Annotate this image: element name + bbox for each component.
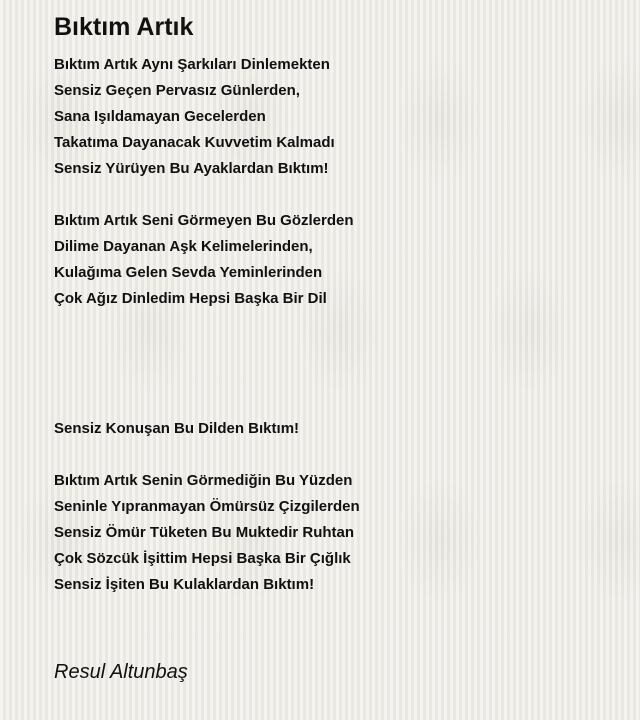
poem-line: Bıktım Artık Senin Görmediğin Bu Yüzden [54, 472, 353, 489]
stanza-break [54, 338, 614, 364]
stanza-break [54, 364, 614, 390]
poem-author: Resul Altunbaş [54, 661, 188, 683]
poem-title: Bıktım Artık [54, 13, 194, 41]
poem-line: Sensiz İşiten Bu Kulaklardan Bıktım! [54, 576, 315, 593]
poem-line: Sensiz Ömür Tüketen Bu Muktedir Ruhtan [54, 524, 355, 541]
poem-line: Bıktım Artık Seni Görmeyen Bu Gözlerden [54, 212, 354, 229]
stanza-break [54, 312, 614, 338]
poem-line: Çok Sözcük İşittim Hepsi Başka Bir Çığlık [54, 550, 351, 567]
stanza-break [54, 182, 614, 208]
poem-line: Sana Işıldamayan Gecelerden [54, 108, 266, 125]
poem-line: Çok Ağız Dinledim Hepsi Başka Bir Dil [54, 290, 327, 307]
poem-line: Seninle Yıpranmayan Ömürsüz Çizgilerden [54, 498, 360, 515]
poem-line: Bıktım Artık Aynı Şarkıları Dinlemekten [54, 56, 330, 73]
poem-line: Sensiz Yürüyen Bu Ayaklardan Bıktım! [54, 160, 329, 177]
poem-line: Takatıma Dayanacak Kuvvetim Kalmadı [54, 134, 335, 151]
stanza-break [54, 442, 614, 468]
poem-line: Dilime Dayanan Aşk Kelimelerinden, [54, 238, 313, 255]
poem-body [54, 52, 614, 598]
stanza-break [54, 390, 614, 416]
poem-line: Sensiz Geçen Pervasız Günlerden, [54, 82, 300, 99]
poem-line: Kulağıma Gelen Sevda Yeminlerinden [54, 264, 323, 281]
poem-line: Sensiz Konuşan Bu Dilden Bıktım! [54, 420, 300, 437]
